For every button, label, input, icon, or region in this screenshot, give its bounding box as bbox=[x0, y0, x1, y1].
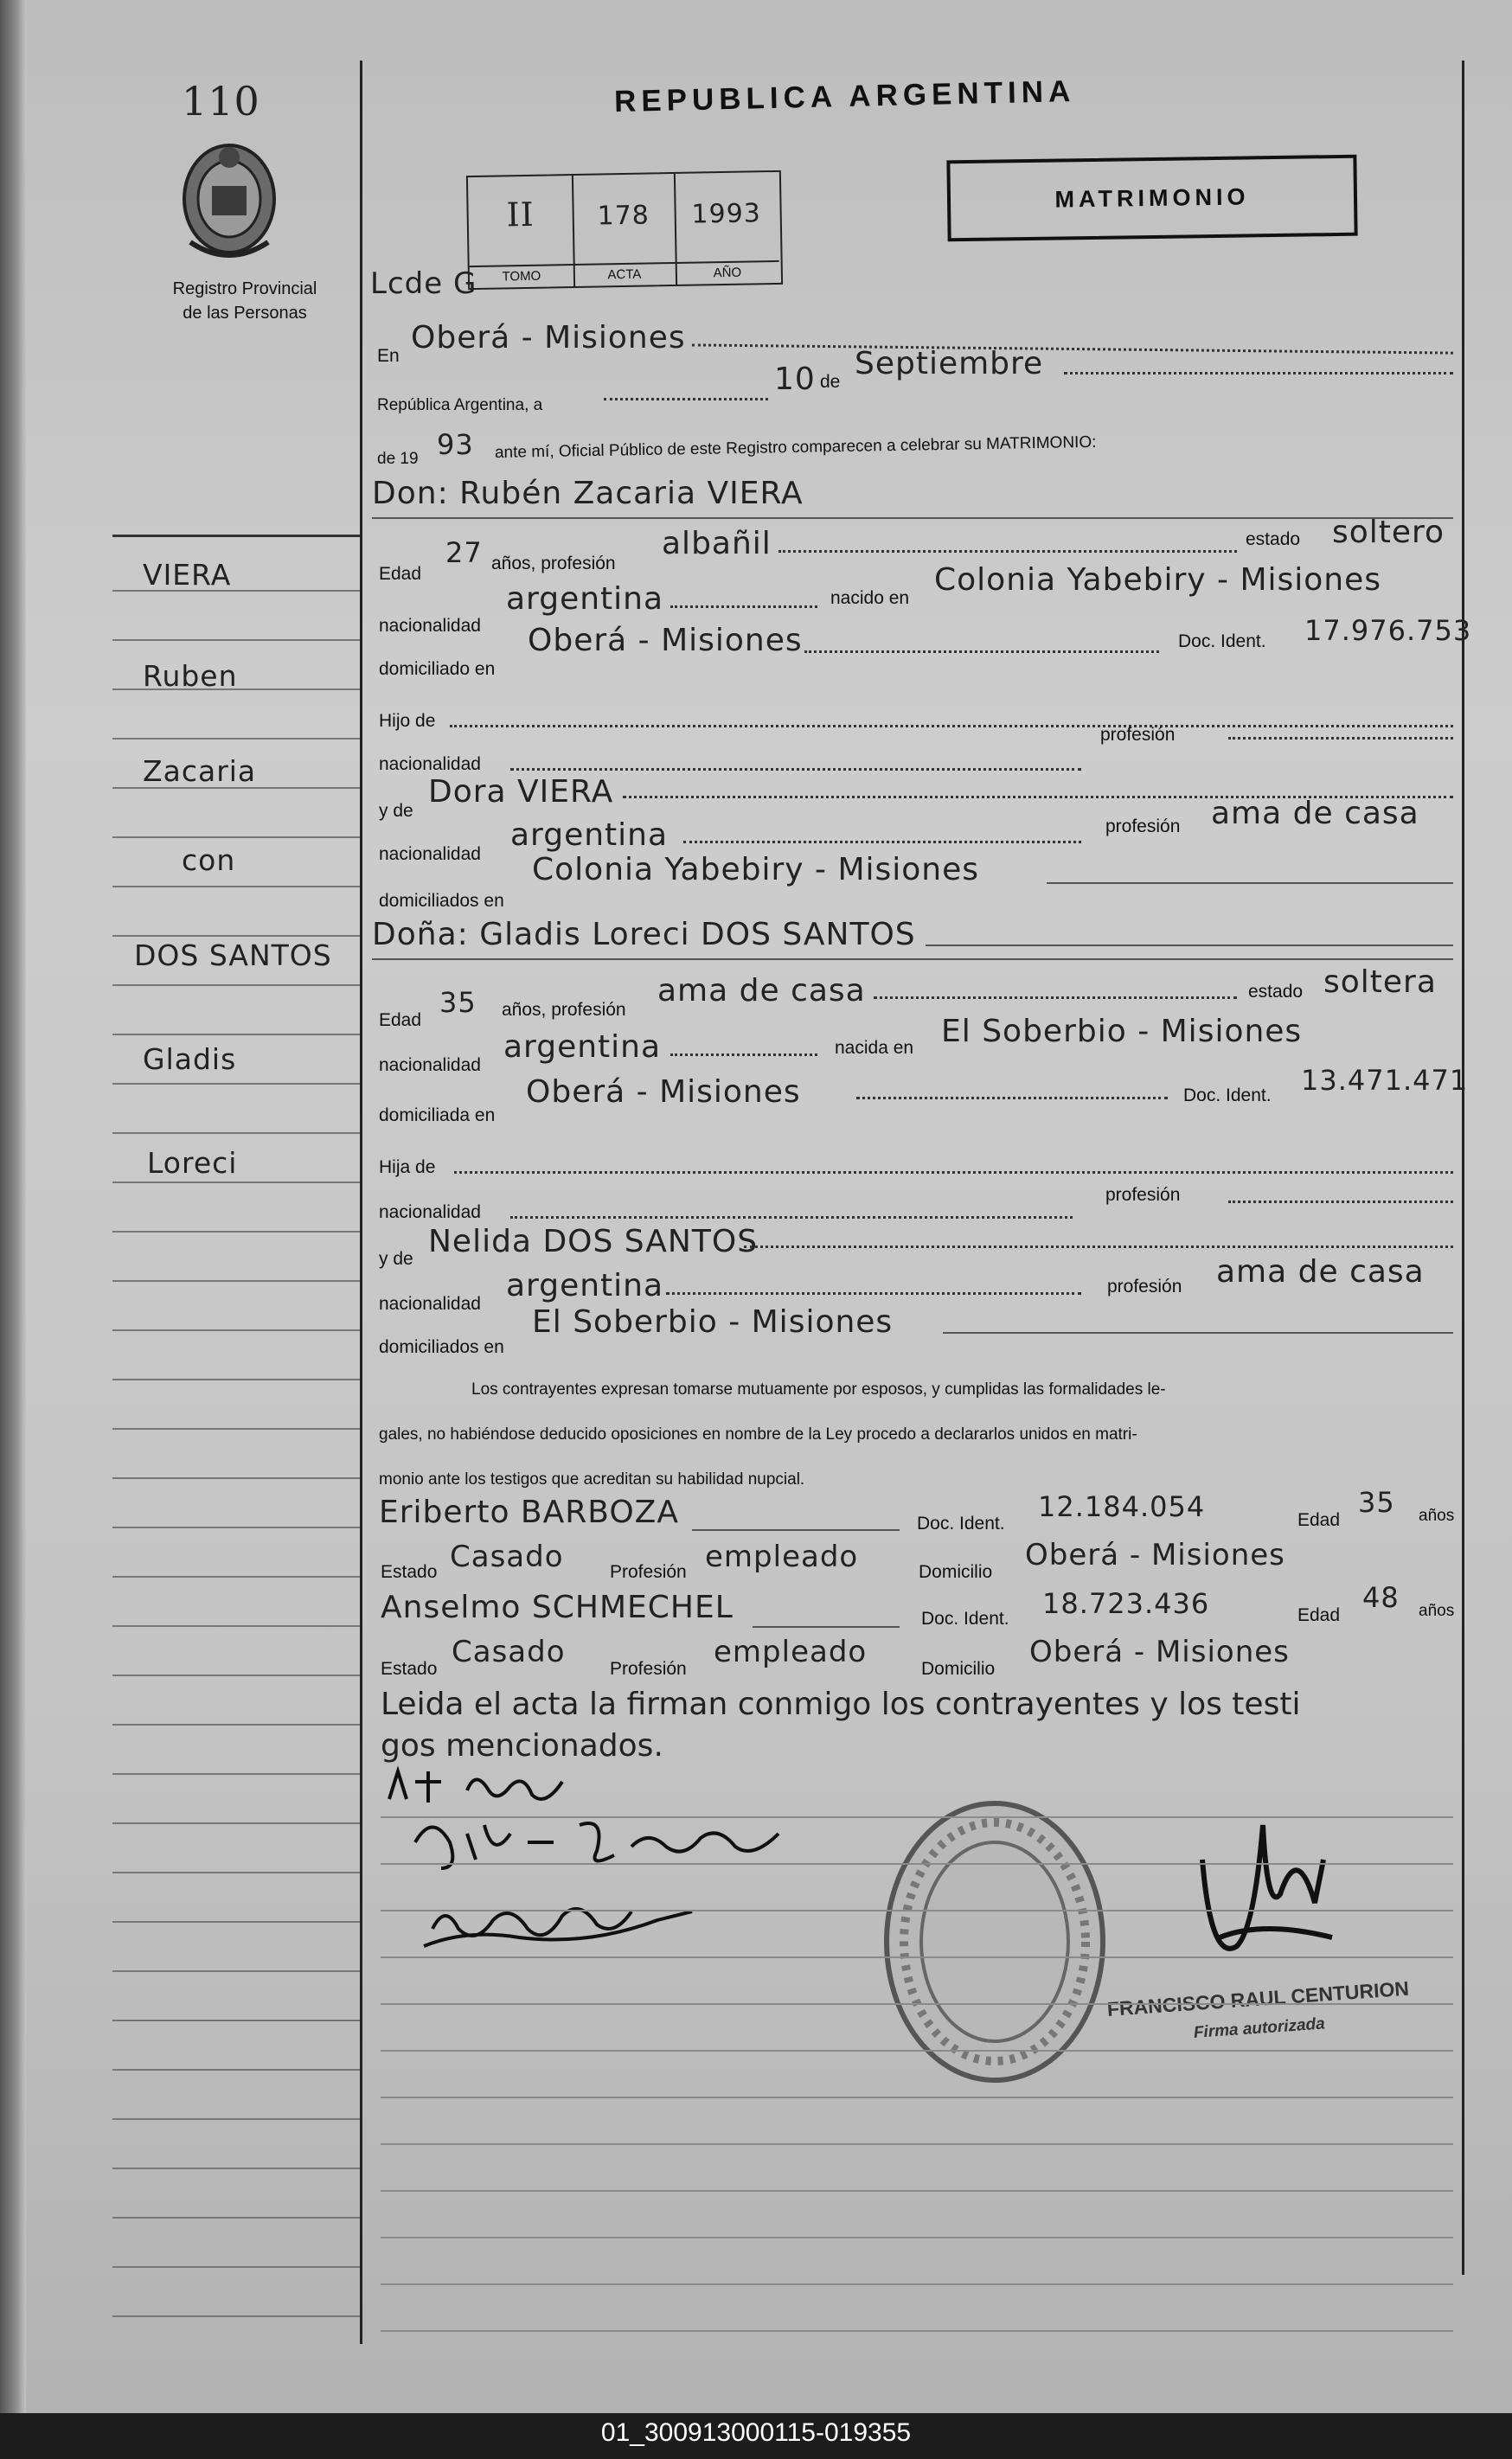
closing-line: gos mencionados. bbox=[381, 1728, 663, 1764]
de-label: de bbox=[820, 372, 841, 392]
witness1-doc: 12.184.054 bbox=[1038, 1490, 1206, 1523]
ruled-line bbox=[112, 2168, 360, 2169]
ruled-line bbox=[112, 2069, 360, 2071]
year-prefix: de 19 bbox=[377, 450, 419, 468]
bride-father-nat-label: nacionalidad bbox=[379, 1202, 481, 1222]
ceremony-month: Septiembre bbox=[855, 346, 1044, 381]
bride-mother-profession: ama de casa bbox=[1216, 1254, 1425, 1290]
ruled-line bbox=[112, 1280, 360, 1282]
fill-line bbox=[874, 996, 1237, 999]
groom-nacionalidad-label: nacionalidad bbox=[379, 616, 481, 636]
groom-parents-domicile: Colonia Yabebiry - Misiones bbox=[532, 852, 980, 887]
ruled-line bbox=[381, 2097, 1453, 2098]
witness1-name: Eriberto BARBOZA bbox=[379, 1495, 679, 1530]
groom-edad-label: Edad bbox=[379, 564, 422, 584]
fill-line bbox=[510, 768, 1081, 771]
bride-father-label: Hija de bbox=[379, 1157, 436, 1177]
margin-firstname-bride: Gladis bbox=[143, 1042, 237, 1076]
left-note: Lcde G bbox=[370, 266, 477, 301]
ruled-line bbox=[381, 2143, 1453, 2145]
fill-line bbox=[510, 1216, 1073, 1219]
witness1-estado-label: Estado bbox=[381, 1562, 438, 1582]
reference-box bbox=[466, 170, 783, 290]
groom-mother-nationality: argentina bbox=[510, 817, 669, 853]
ruled-line bbox=[112, 2217, 360, 2219]
groom-nationality: argentina bbox=[506, 581, 664, 617]
ruled-line bbox=[112, 1921, 360, 1923]
bride-mother: Nelida DOS SANTOS bbox=[428, 1224, 759, 1259]
witness1-profesion-label: Profesión bbox=[610, 1562, 687, 1582]
fill-line bbox=[856, 1097, 1168, 1099]
groom-mother-profession: ama de casa bbox=[1211, 796, 1419, 831]
bride-age: 35 bbox=[439, 986, 477, 1019]
groom-estado-label: estado bbox=[1246, 529, 1301, 549]
fill-line bbox=[683, 841, 1081, 843]
ruled-line bbox=[112, 984, 360, 986]
ruled-line bbox=[112, 787, 360, 789]
ruled-line bbox=[112, 1576, 360, 1578]
bride-father-prof-label: profesión bbox=[1105, 1185, 1181, 1205]
ceremony-statement: ante mí, Oficial Público de este Registro comparecen a celebrar su MATRIMONIO: bbox=[494, 432, 1097, 462]
groom-domicile: Oberá - Misiones bbox=[528, 623, 803, 658]
bride-estado: soltera bbox=[1323, 964, 1437, 1000]
line-rule bbox=[943, 1332, 1453, 1334]
ruled-line bbox=[112, 935, 360, 937]
groom-birthplace: Colonia Yabebiry - Misiones bbox=[934, 562, 1382, 598]
witness1-doc-label: Doc. Ident. bbox=[917, 1514, 1005, 1534]
record-type-box bbox=[946, 155, 1357, 242]
ruled-line bbox=[112, 639, 360, 641]
groom-doc-label: Doc. Ident. bbox=[1178, 631, 1266, 651]
bride-profesion-label: años, profesión bbox=[502, 1000, 626, 1020]
ruled-line bbox=[112, 1970, 360, 1972]
record-type: MATRIMONIO bbox=[1054, 183, 1250, 213]
witness1-domicilio-label: Domicilio bbox=[919, 1562, 993, 1582]
bride-mother-nationality: argentina bbox=[506, 1268, 664, 1303]
groom-name: Don: Rubén Zacaria VIERA bbox=[372, 476, 804, 511]
bride-doc-label: Doc. Ident. bbox=[1183, 1085, 1272, 1105]
bride-nacionalidad-label: nacionalidad bbox=[379, 1055, 481, 1075]
ruled-line bbox=[112, 1675, 360, 1676]
margin-divider bbox=[360, 61, 362, 2344]
bride-estado-label: estado bbox=[1248, 982, 1304, 1002]
bride-name: Doña: Gladis Loreci DOS SANTOS bbox=[372, 917, 916, 952]
ruled-line bbox=[381, 1863, 1453, 1865]
groom-father-label: Hijo de bbox=[379, 711, 436, 731]
ruled-line bbox=[112, 1625, 360, 1627]
ruled-line bbox=[381, 2283, 1453, 2285]
bride-domicilio-label: domiciliada en bbox=[379, 1105, 496, 1125]
margin-surname-bride: DOS SANTOS bbox=[134, 938, 332, 972]
bride-edad-label: Edad bbox=[379, 1010, 422, 1030]
witness2-estado: Casado bbox=[452, 1635, 566, 1669]
groom-father-nat-label: nacionalidad bbox=[379, 754, 481, 774]
groom-mother: Dora VIERA bbox=[428, 774, 614, 810]
witness1-age: 35 bbox=[1358, 1486, 1395, 1519]
ceremony-day: 10 bbox=[774, 362, 816, 397]
ruled-line bbox=[112, 1428, 360, 1430]
declaration-line: Los contrayentes expresan tomarse mutuamente por esposos, y cumplidas las formalidades le- bbox=[471, 1380, 1166, 1399]
bride-profession: ama de casa bbox=[657, 973, 866, 1009]
acta-label: ACTA bbox=[573, 262, 676, 283]
declaration-line: gales, no habiéndose deducido oposiciones en nombre de la Ley procedo a declararlos unidos en matri- bbox=[379, 1425, 1137, 1444]
fill-line bbox=[744, 1246, 1453, 1248]
bride-nacida-label: nacida en bbox=[835, 1038, 914, 1058]
en-label: En bbox=[377, 346, 400, 366]
provincial-coat-of-arms-icon bbox=[173, 138, 285, 259]
bride-mother-nat-label: nacionalidad bbox=[379, 1294, 481, 1314]
ruled-line bbox=[112, 836, 360, 838]
bride-domicile: Oberá - Misiones bbox=[526, 1074, 801, 1110]
groom-profession: albañil bbox=[662, 526, 772, 561]
ruled-line bbox=[381, 2003, 1453, 2005]
ruled-line bbox=[112, 1822, 360, 1824]
fill-line bbox=[670, 1053, 817, 1056]
republica-label: República Argentina, a bbox=[377, 396, 543, 414]
ruled-line bbox=[381, 2050, 1453, 2052]
witness1-domicile: Oberá - Misiones bbox=[1025, 1538, 1285, 1572]
bride-doc: 13.471.471 bbox=[1301, 1064, 1469, 1097]
ruled-line bbox=[381, 2237, 1453, 2238]
fill-line bbox=[1228, 737, 1453, 740]
ruled-line bbox=[112, 2266, 360, 2268]
line-rule bbox=[692, 1529, 900, 1531]
ruled-line bbox=[112, 1773, 360, 1775]
fill-line bbox=[454, 1171, 1453, 1174]
ano-cell bbox=[674, 172, 779, 285]
bride-mother-label: y de bbox=[379, 1249, 413, 1269]
ruled-line bbox=[112, 1527, 360, 1528]
witness1-anos-label: años bbox=[1419, 1507, 1455, 1525]
official-seal-icon bbox=[878, 1795, 1112, 2089]
margin-surname-groom: VIERA bbox=[143, 558, 232, 592]
groom-doc: 17.976.753 bbox=[1304, 614, 1472, 647]
fill-line bbox=[804, 650, 1159, 653]
groom-estado: soltero bbox=[1332, 515, 1445, 550]
groom-profesion-label: años, profesión bbox=[491, 554, 616, 573]
ruled-line bbox=[381, 2330, 1453, 2332]
fill-line bbox=[450, 725, 1453, 727]
line-rule bbox=[926, 945, 1453, 946]
ruled-line bbox=[112, 688, 360, 690]
bride-signature-icon bbox=[381, 1808, 830, 1877]
ruled-line bbox=[381, 2190, 1453, 2192]
groom-father-prof-label: profesión bbox=[1100, 725, 1176, 745]
ceremony-place: Oberá - Misiones bbox=[411, 320, 686, 355]
witness2-edad-label: Edad bbox=[1297, 1605, 1341, 1625]
bride-mother-prof-label: profesión bbox=[1107, 1277, 1182, 1297]
witness2-profesion-label: Profesión bbox=[610, 1659, 687, 1679]
bride-nationality: argentina bbox=[503, 1029, 662, 1065]
ano-value: 1993 bbox=[691, 198, 762, 230]
witness1-profession: empleado bbox=[705, 1540, 859, 1574]
registry-name-line: Registro Provincial bbox=[172, 279, 317, 298]
bride-birthplace: El Soberbio - Misiones bbox=[941, 1014, 1303, 1049]
official-signature-icon bbox=[1185, 1808, 1341, 2007]
groom-mother-nat-label: nacionalidad bbox=[379, 844, 481, 864]
ruled-line bbox=[112, 2020, 360, 2021]
bride-parents-dom-label: domiciliados en bbox=[379, 1337, 504, 1357]
fill-line bbox=[1228, 1201, 1453, 1203]
ruled-line bbox=[112, 1132, 360, 1134]
ruled-line bbox=[112, 2118, 360, 2120]
registry-name bbox=[128, 277, 362, 325]
line-rule bbox=[372, 517, 1453, 519]
page-number: 110 bbox=[182, 78, 260, 125]
line-rule bbox=[372, 958, 1453, 960]
groom-mother-prof-label: profesión bbox=[1105, 816, 1181, 836]
groom-nacido-label: nacido en bbox=[830, 588, 910, 608]
scan-id: 01_300913000115-019355 bbox=[600, 2418, 912, 2447]
ruled-line bbox=[112, 1872, 360, 1873]
margin-middlename-groom: Zacaria bbox=[143, 754, 257, 788]
ruled-line bbox=[112, 1379, 360, 1380]
ruled-line bbox=[381, 1956, 1453, 1958]
closing-line: Leida el acta la firman conmigo los contrayentes y los testi bbox=[381, 1687, 1301, 1722]
ruled-line bbox=[112, 738, 360, 740]
margin-rule-top bbox=[112, 535, 360, 537]
ano-label: AÑO bbox=[676, 260, 779, 281]
fill-line bbox=[1064, 372, 1453, 375]
official-name: FRANCISCO RAUL CENTURION bbox=[1106, 1976, 1410, 2020]
ruled-line bbox=[381, 1816, 1453, 1818]
ruled-line bbox=[112, 590, 360, 592]
registry-name-line: de las Personas bbox=[183, 304, 307, 323]
margin-middlename-bride: Loreci bbox=[147, 1146, 238, 1180]
witness2-name: Anselmo SCHMECHEL bbox=[381, 1590, 734, 1625]
ruled-line bbox=[112, 1034, 360, 1035]
ruled-line bbox=[112, 886, 360, 887]
margin-firstname-groom: Ruben bbox=[143, 659, 238, 693]
fill-line bbox=[778, 550, 1237, 553]
ruled-line bbox=[112, 1329, 360, 1331]
witness-signature-icon bbox=[415, 1877, 709, 1963]
groom-mother-label: y de bbox=[379, 801, 413, 821]
acta-cell bbox=[572, 174, 677, 286]
fill-line bbox=[666, 1292, 1081, 1295]
binding-edge bbox=[0, 0, 26, 2413]
tomo-label: TOMO bbox=[470, 264, 573, 285]
ruled-line bbox=[381, 1910, 1453, 1911]
line-rule bbox=[753, 1626, 900, 1628]
margin-connector: con bbox=[182, 843, 236, 877]
witness2-profession: empleado bbox=[714, 1635, 868, 1669]
witness2-domicile: Oberá - Misiones bbox=[1029, 1635, 1290, 1669]
witness2-age: 48 bbox=[1362, 1581, 1400, 1614]
fill-line bbox=[670, 605, 817, 608]
ruled-line bbox=[112, 1724, 360, 1726]
tomo-value: II bbox=[506, 195, 535, 234]
line-rule bbox=[1047, 882, 1453, 884]
official-role: Firma autorizada bbox=[1193, 2014, 1326, 2042]
ruled-line bbox=[112, 1231, 360, 1233]
year-suffix: 93 bbox=[437, 428, 474, 461]
ruled-line bbox=[112, 1083, 360, 1085]
acta-value: 178 bbox=[597, 200, 650, 232]
witness1-estado: Casado bbox=[450, 1540, 564, 1574]
witness2-anos-label: años bbox=[1419, 1602, 1455, 1620]
groom-parents-dom-label: domiciliados en bbox=[379, 891, 504, 911]
witness2-estado-label: Estado bbox=[381, 1659, 438, 1679]
groom-age: 27 bbox=[445, 536, 483, 569]
groom-domicilio-label: domiciliado en bbox=[379, 659, 496, 679]
right-border bbox=[1462, 61, 1464, 2275]
ruled-line bbox=[112, 1181, 360, 1183]
declaration-line: monio ante los testigos que acreditan su habilidad nupcial. bbox=[379, 1470, 805, 1489]
witness1-edad-label: Edad bbox=[1297, 1510, 1341, 1530]
witness2-doc: 18.723.436 bbox=[1042, 1587, 1210, 1620]
fill-line bbox=[604, 398, 768, 400]
ruled-line bbox=[112, 2315, 360, 2317]
bride-parents-domicile: El Soberbio - Misiones bbox=[532, 1304, 894, 1340]
country-title: REPUBLICA ARGENTINA bbox=[613, 74, 1076, 119]
witness2-doc-label: Doc. Ident. bbox=[921, 1609, 1009, 1629]
ruled-line bbox=[112, 1477, 360, 1479]
tomo-cell bbox=[468, 176, 575, 288]
witness2-domicilio-label: Domicilio bbox=[921, 1659, 996, 1679]
